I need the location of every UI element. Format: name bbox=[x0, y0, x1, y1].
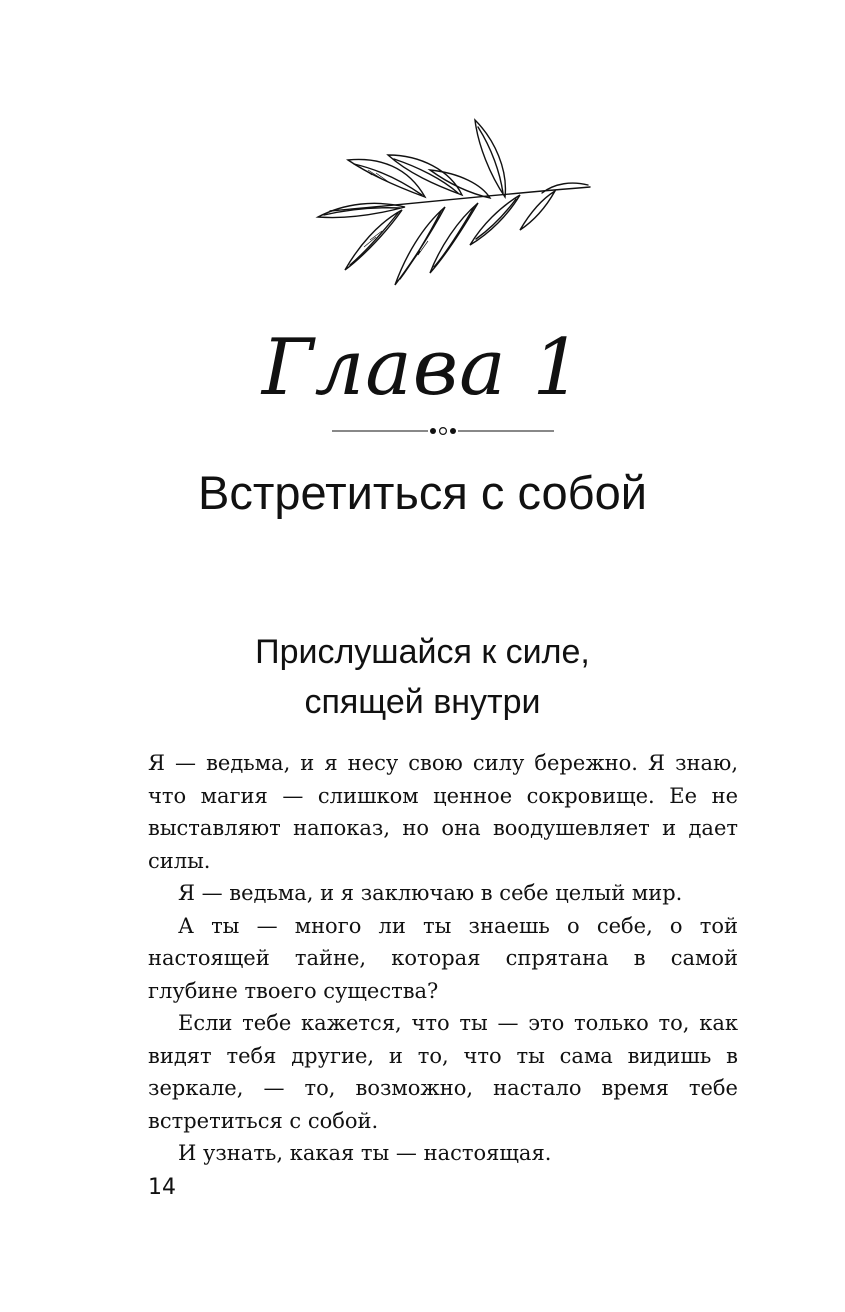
chapter-title: Встретиться с собой bbox=[198, 466, 647, 519]
chapter-label: Глава 1 bbox=[261, 323, 584, 413]
section-title bbox=[0, 627, 845, 727]
leaf-branch-icon bbox=[310, 115, 600, 295]
page-number: 14 bbox=[148, 1175, 176, 1200]
paragraph: И узнать, какая ты — настоящая. bbox=[178, 1141, 552, 1165]
paragraph: Если тебе кажется, что ты — это только то, как видят тебя другие, и то, что ты сама видишь в зеркале, — то, возможно, настало время тебе встретиться с собой. bbox=[148, 1011, 738, 1133]
section-title-line2: спящей внутри bbox=[304, 683, 541, 721]
section-title-line1: Прислушайся к силе, bbox=[255, 633, 590, 671]
paragraph: Я — ведьма, и я несу свою силу бережно. Я знаю, что магия — слишком ценное сокровище. Ее не выставляют напоказ, но она воодушевляет и дает силы. bbox=[148, 751, 738, 873]
body-text bbox=[148, 747, 738, 1170]
ornamental-divider bbox=[332, 424, 554, 438]
paragraph: А ты — много ли ты знаешь о себе, о той настоящей тайне, которая спрятана в самой глубине твоего существа? bbox=[148, 913, 738, 1003]
paragraph: Я — ведьма, и я заключаю в себе целый мир. bbox=[178, 881, 683, 905]
